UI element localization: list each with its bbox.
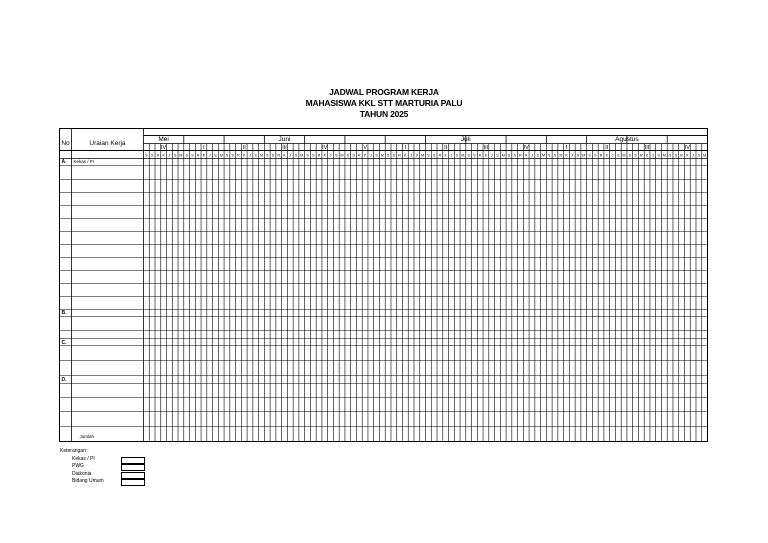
day-letter: S	[266, 153, 269, 158]
day-letter: S	[346, 153, 350, 158]
week-label: IV	[161, 145, 167, 151]
day-letter: S	[225, 153, 229, 158]
day-letter: J	[289, 153, 292, 158]
day-letter: S	[185, 153, 188, 158]
day-letter: M	[622, 153, 626, 158]
day-letter: S	[674, 153, 678, 158]
day-letter: R	[196, 153, 200, 158]
day-letter: J	[168, 153, 171, 158]
day-letter: J	[571, 153, 574, 158]
day-letter: S	[467, 153, 470, 158]
section-label: A.	[61, 159, 67, 165]
day-letter: K	[323, 153, 326, 158]
week-label: I	[203, 145, 205, 151]
section-label: C.	[61, 340, 67, 346]
day-letter: M	[259, 153, 263, 158]
day-letter: R	[156, 153, 160, 158]
day-letter: M	[380, 153, 384, 158]
title-line-1: JADWAL PROGRAM KERJA	[329, 87, 439, 97]
day-letter: S	[507, 153, 511, 158]
day-letter: K	[525, 153, 528, 158]
day-letter: S	[553, 153, 557, 158]
day-letter: M	[461, 153, 465, 158]
day-letter: J	[249, 153, 251, 158]
week-label: IV	[523, 145, 529, 151]
week-label: II	[444, 145, 448, 151]
month-label: Mei	[158, 136, 169, 143]
day-letter: S	[191, 153, 194, 158]
day-letter: R	[478, 153, 482, 158]
day-letter: S	[415, 153, 419, 158]
week-label: III	[282, 145, 287, 151]
legend-color-box	[121, 479, 145, 486]
day-letter: K	[202, 153, 206, 158]
week-label: IV	[322, 145, 328, 151]
day-letter: S	[427, 153, 430, 158]
day-letter: M	[703, 153, 707, 158]
day-letter: K	[605, 153, 608, 158]
day-letter: S	[145, 153, 148, 158]
day-letter: R	[237, 153, 240, 158]
day-letter: J	[208, 153, 211, 158]
day-letter: S	[271, 153, 275, 158]
day-letter: S	[455, 153, 459, 158]
day-letter: S	[306, 153, 309, 158]
legend-label: Bidang Umum	[72, 478, 104, 485]
day-letter: S	[392, 153, 396, 158]
day-letter: K	[686, 153, 689, 158]
day-letter: J	[410, 153, 413, 158]
day-letter: K	[162, 153, 165, 158]
day-letter: K	[404, 153, 407, 158]
day-letter: J	[450, 153, 453, 158]
day-letter: K	[444, 153, 447, 158]
legend-label: Kekas / PI	[72, 455, 95, 462]
day-letter: R	[277, 153, 281, 158]
legend-label: Diakonia	[72, 470, 92, 477]
day-letter: S	[536, 153, 539, 158]
day-letter: J	[692, 153, 695, 158]
day-letter: K	[363, 153, 367, 158]
day-letter: S	[352, 153, 355, 158]
day-letter: S	[496, 153, 499, 158]
day-letter: K	[565, 153, 568, 158]
day-letter: R	[358, 153, 361, 158]
day-letter: S	[432, 153, 436, 158]
day-letter: S	[617, 153, 620, 158]
day-letter: S	[150, 153, 154, 158]
day-letter: M	[582, 153, 586, 158]
day-letter: J	[490, 153, 493, 158]
legend-row-kekas	[60, 456, 104, 464]
day-letter: R	[398, 153, 401, 158]
day-letter: M	[662, 153, 666, 158]
day-letter: R	[640, 153, 643, 158]
day-letter: J	[611, 153, 614, 158]
day-letter: M	[501, 153, 505, 158]
section-label: B.	[61, 310, 67, 316]
legend-label: PWG	[72, 463, 84, 470]
day-letter: S	[668, 153, 672, 158]
no-header: No	[61, 140, 70, 147]
day-letter: K	[484, 153, 488, 158]
day-letter: R	[519, 153, 522, 158]
day-letter: S	[335, 153, 338, 158]
day-letter: R	[680, 153, 683, 158]
day-letter: S	[594, 153, 597, 158]
uraian-header: Uraian Kerja	[89, 140, 126, 147]
legend-row-pwg	[60, 463, 104, 471]
day-letter: S	[214, 153, 217, 158]
legend-row-bidang-umum	[60, 478, 104, 486]
legend-row-diakonia	[60, 471, 104, 479]
day-letter: S	[576, 153, 580, 158]
month-label: Agustus	[615, 136, 639, 143]
day-letter: S	[473, 153, 476, 158]
day-letter: S	[548, 153, 551, 158]
day-letter: M	[300, 153, 304, 158]
day-letter: S	[254, 153, 257, 158]
day-letter: K	[243, 153, 246, 158]
day-letter: S	[697, 153, 701, 158]
day-letter: S	[231, 153, 234, 158]
day-letter: S	[173, 153, 177, 158]
day-letter: R	[559, 153, 563, 158]
day-letter: R	[599, 153, 603, 158]
title-line-3: TAHUN 2025	[359, 109, 409, 119]
legend-title: Keterangan :	[60, 448, 89, 454]
day-letter: R	[438, 153, 442, 158]
section-first-item: Kekas / PI	[73, 159, 95, 164]
day-letter: S	[588, 153, 591, 158]
legend-color-box	[121, 457, 145, 464]
legend	[60, 448, 104, 486]
day-letter: M	[421, 153, 425, 158]
day-letter: M	[541, 153, 545, 158]
day-letter: J	[369, 153, 372, 158]
legend-color-box	[121, 464, 145, 471]
day-letter: S	[294, 153, 298, 158]
day-letter: S	[657, 153, 660, 158]
week-label: III	[483, 145, 489, 151]
day-letter: M	[219, 153, 223, 158]
day-letter: S	[386, 153, 390, 158]
day-letter: S	[312, 153, 315, 158]
week-label: II	[605, 145, 609, 151]
day-letter: J	[651, 153, 654, 158]
day-letter: S	[513, 153, 516, 158]
title-line-2: MAHASISWA KKL STT MARTURIA PALU	[305, 98, 463, 108]
week-label: II	[242, 145, 246, 151]
section-label: D.	[61, 377, 67, 383]
day-letter: S	[375, 153, 378, 158]
day-letter: K	[645, 153, 649, 158]
week-label: I	[404, 145, 407, 151]
month-label: Juni	[278, 136, 291, 143]
day-letter: M	[179, 153, 183, 158]
day-letter: R	[317, 153, 321, 158]
week-label: V	[363, 145, 367, 151]
footer-jumlah-label: Jumlah	[79, 434, 95, 439]
day-letter: S	[628, 153, 632, 158]
table-border	[60, 129, 708, 442]
month-label: Juli	[460, 136, 471, 143]
day-letter: J	[531, 153, 533, 158]
legend-color-box	[121, 472, 145, 479]
week-label: III	[644, 145, 650, 151]
week-label: IV	[684, 145, 690, 151]
day-letter: J	[329, 153, 332, 158]
day-letter: M	[340, 153, 344, 158]
day-letter: S	[634, 153, 637, 158]
day-letter: K	[283, 153, 286, 158]
week-label: I	[565, 145, 568, 151]
